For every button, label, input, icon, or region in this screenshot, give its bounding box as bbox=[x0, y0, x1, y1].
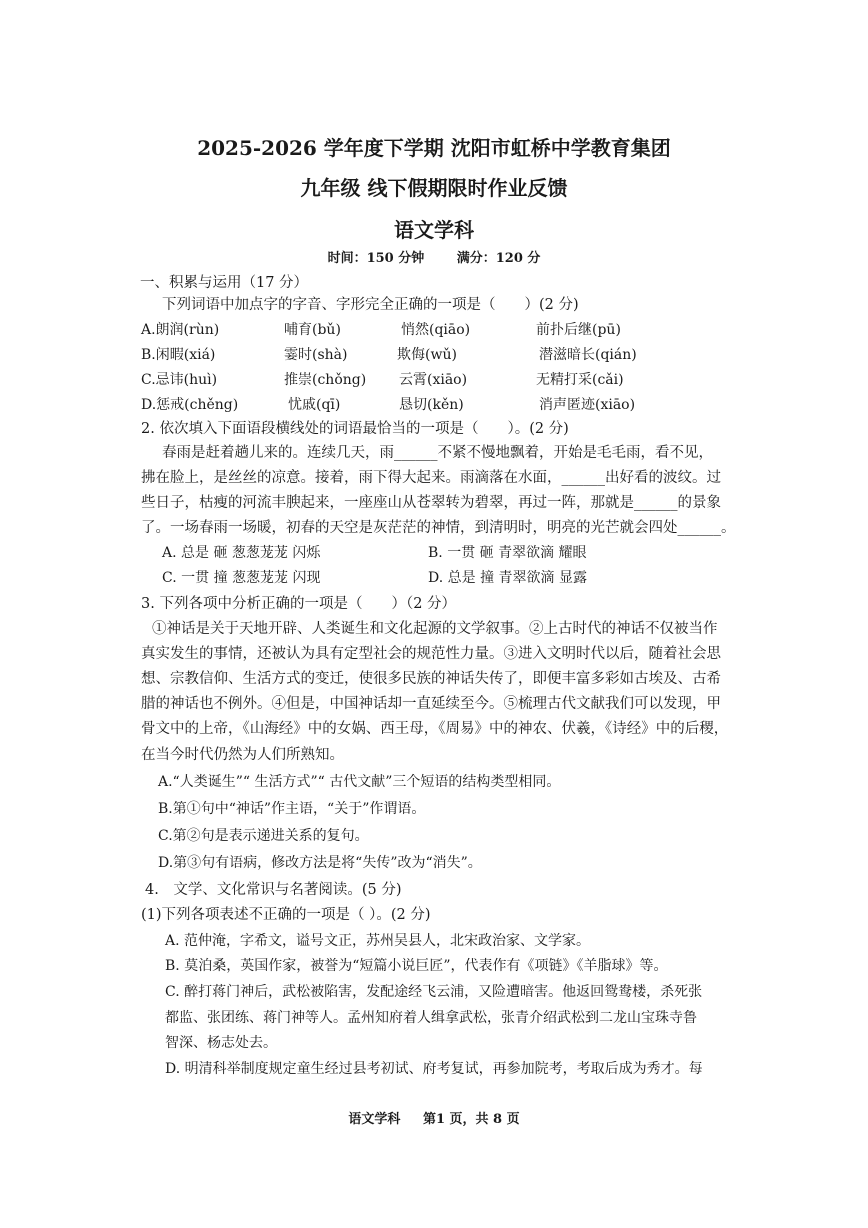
q2-option-a: A. 总是 砸 葱葱茏茏 闪烁 bbox=[162, 545, 321, 561]
subject-title: 语文学科 bbox=[394, 218, 474, 242]
q4-option-c-cont: 都监、张团练、蒋门神等人。孟州知府着人缉拿武松，张青介绍武松到二龙山宝珠寺鲁 bbox=[165, 1010, 697, 1026]
page-footer bbox=[0, 1108, 868, 1127]
q4-sub-question: (1)下列各项表述不正确的一项是（ ）。(2 分) bbox=[141, 907, 431, 923]
q3-option-b: B.第①句中“神话”作主语，“关于”作谓语。 bbox=[158, 801, 426, 817]
q1-option-a4: 前扑后继(pū) bbox=[536, 322, 621, 338]
q3-option-c: C.第②句是表示递进关系的复句。 bbox=[158, 828, 369, 844]
q3-option-d: D.第③句有语病，修改方法是将“失传”改为“消失”。 bbox=[158, 855, 482, 871]
q3-option-a: A.“人类诞生”“ 生活方式”“ 古代文献”三个短语的结构类型相同。 bbox=[158, 774, 561, 790]
q4-option-d: D. 明清科举制度规定童生经过县考初试、府考复试，再参加院考，考取后成为秀才。每 bbox=[165, 1061, 703, 1077]
q1-option-b2: 霎时(shà) bbox=[284, 347, 348, 363]
q3-passage-line: 腊的神话也不例外。④但是，中国神话却一直延续至今。⑤梳理古代文献我们可以发现，甲 bbox=[141, 696, 721, 712]
exam-title: 2025-2026 学年度下学期 沈阳市虹桥中学教育集团 bbox=[197, 136, 671, 160]
q1-option-c4: 无精打采(cǎi) bbox=[536, 372, 624, 388]
q1-option-c3: 云霄(xiāo) bbox=[399, 372, 468, 388]
q3-passage-line: 想、宗教信仰、生活方式的变迁，使很多民族的神话失传了，即便丰富多彩如古埃及、古希 bbox=[141, 671, 721, 687]
q2-passage-line: 些日子，枯瘦的河流丰腴起来，一座座山从苍翠转为碧翠，再过一阵，那就是______的景象 bbox=[141, 495, 721, 511]
q4-option-c: C. 醉打蒋门神后，武松被陷害，发配途经飞云浦，又险遭暗害。他返回鸳鸯楼，杀死张 bbox=[165, 984, 703, 1000]
footer-page-number: 第1 页，共 8 页 bbox=[422, 1112, 520, 1127]
question-3-stem: 3. 下列各项中分析正确的一项是（ ）（2 分） bbox=[141, 596, 457, 612]
q1-option-b1: B.闲暇(xiá) bbox=[141, 347, 216, 363]
q1-option-d4: 消声匿迹(xiāo) bbox=[539, 397, 636, 413]
q2-option-c: C. 一贯 撞 葱葱茏茏 闪现 bbox=[162, 570, 321, 586]
exam-subtitle: 九年级 线下假期限时作业反馈 bbox=[300, 176, 568, 200]
q1-option-d1: D.惩戒(chěng) bbox=[141, 397, 239, 413]
q2-option-d: D. 总是 撞 青翠欲滴 显露 bbox=[428, 570, 587, 586]
question-4-stem: 4. 文学、文化常识与名著阅读。(5 分) bbox=[145, 882, 402, 898]
q3-passage-line: 真实发生的事情，还被认为具有定型社会的规范性力量。③进入文明时代以后，随着社会思 bbox=[141, 646, 721, 662]
q2-passage-line: 了。一场春雨一场暖，初春的天空是灰茫茫的神情，到清明时，明亮的光芒就会四处______。 bbox=[141, 520, 736, 536]
q1-option-d3: 恳切(kěn) bbox=[399, 397, 464, 413]
q2-passage-line: 春雨是赶着趟儿来的。连续几天，雨______不紧不慢地飘着，开始是毛毛雨，看不见， bbox=[162, 445, 713, 461]
question-2-stem: 2. 依次填入下面语段横线处的词语最恰当的一项是（ ）。(2 分) bbox=[141, 421, 569, 437]
question-1-stem: 下列词语中加点字的字音、字形完全正确的一项是（ ）(2 分) bbox=[162, 297, 579, 313]
exam-meta bbox=[0, 247, 868, 266]
time-limit: 时间：150 分钟 bbox=[327, 251, 425, 266]
q2-option-b: B. 一贯 砸 青翠欲滴 耀眼 bbox=[428, 545, 587, 561]
q3-passage-line: 在当今时代仍然为人们所熟知。 bbox=[141, 747, 344, 763]
section-heading: 一、积累与运用（17 分） bbox=[140, 275, 309, 291]
q4-option-a: A. 范仲淹，字希文，谥号文正，苏州吴县人，北宋政治家、文学家。 bbox=[165, 933, 591, 949]
q3-passage-line: 骨文中的上帝，《山海经》中的女娲、西王母，《周易》中的神农、伏羲，《诗经》中的后稷， bbox=[141, 721, 729, 737]
full-score: 满分：120 分 bbox=[456, 251, 541, 266]
q1-option-a3: 悄然(qiāo) bbox=[401, 322, 471, 338]
q1-option-b4: 潜滋暗长(qián) bbox=[539, 347, 637, 363]
q1-option-b3: 欺侮(wǔ) bbox=[397, 347, 457, 363]
q1-option-d2: 忧戚(qī) bbox=[288, 397, 341, 413]
q1-option-c1: C.忌讳(huì) bbox=[141, 372, 218, 388]
q2-passage-line: 拂在脸上，是丝丝的凉意。接着，雨下得大起来。雨滴落在水面，______出好看的波纹。过 bbox=[141, 470, 721, 486]
q1-option-a1: A.朗润(rùn) bbox=[141, 322, 220, 338]
footer-subject: 语文学科 bbox=[348, 1112, 401, 1127]
q3-passage-line: ①神话是关于天地开辟、人类诞生和文化起源的文学叙事。②上古时代的神话不仅被当作 bbox=[152, 621, 718, 637]
q4-option-c-cont: 智深、杨志处去。 bbox=[165, 1035, 277, 1051]
q1-option-a2: 哺育(bǔ) bbox=[284, 322, 341, 338]
q1-option-c2: 推崇(chǒng) bbox=[284, 372, 367, 388]
q4-option-b: B. 莫泊桑，英国作家，被誉为“短篇小说巨匠”，代表作有《项链》《羊脂球》等。 bbox=[165, 958, 668, 974]
